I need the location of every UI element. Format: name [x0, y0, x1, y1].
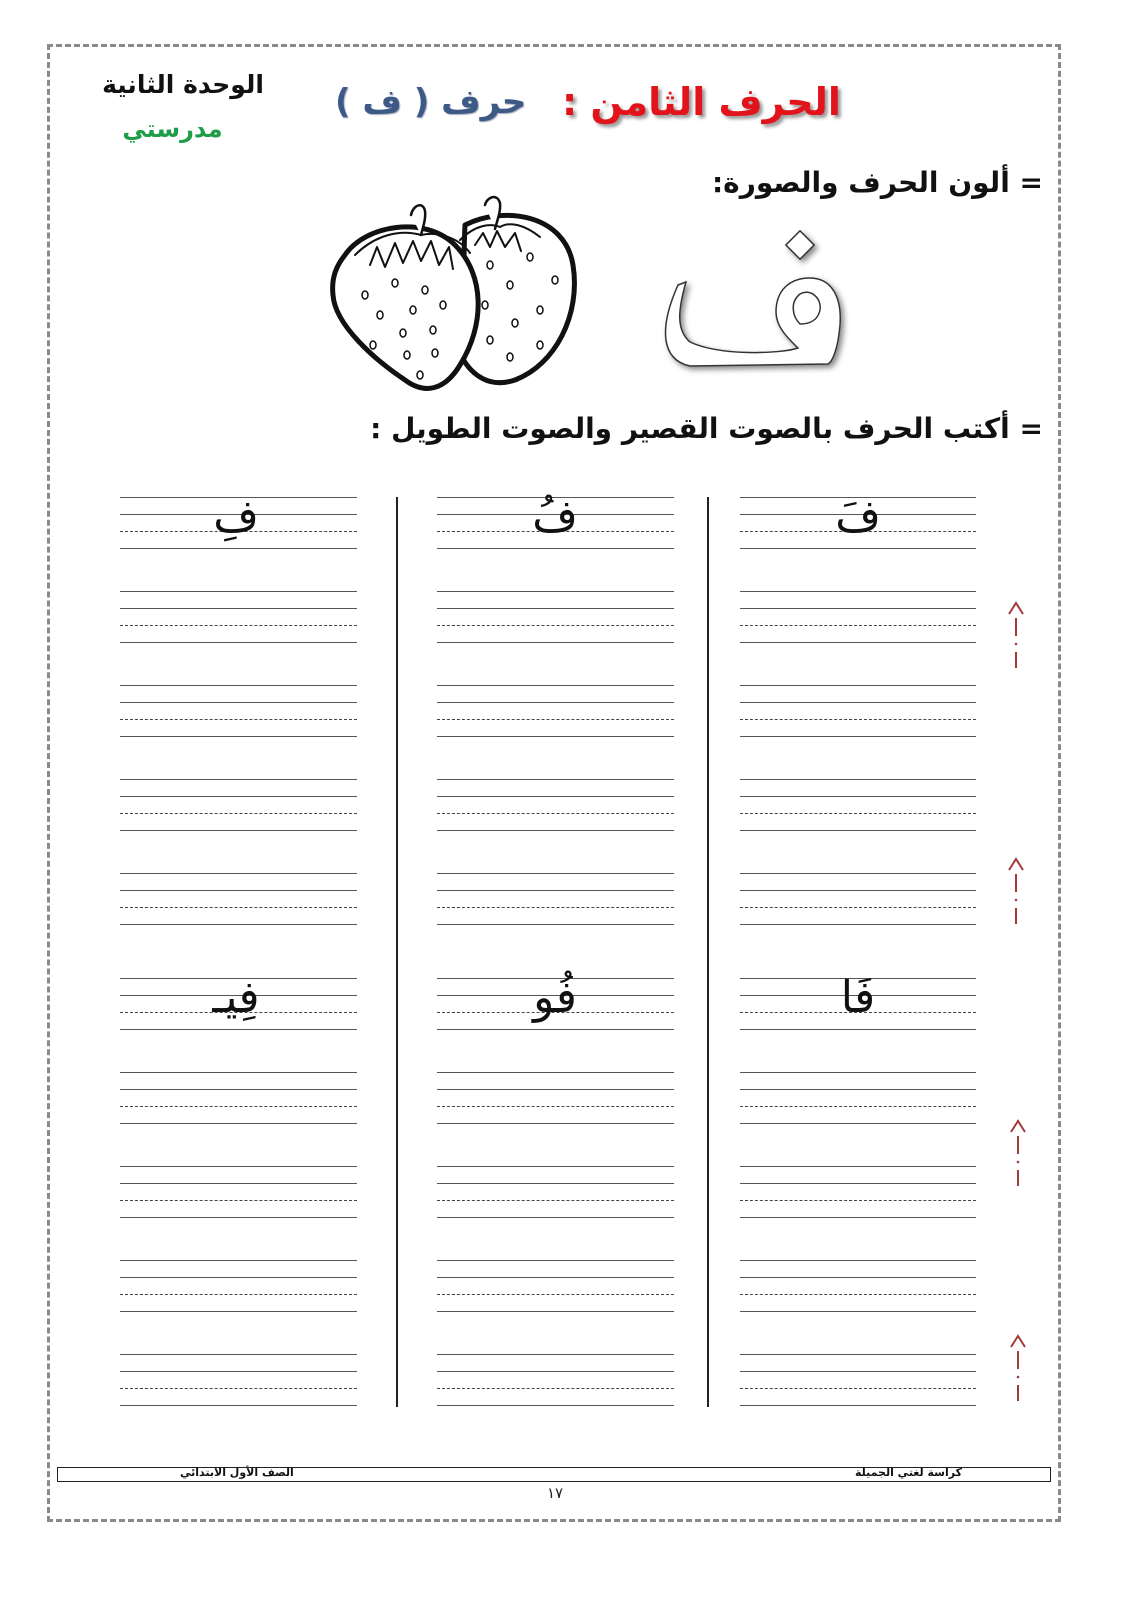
guide-line [437, 685, 674, 686]
column-divider [396, 497, 398, 1407]
letter-tag: حرف ( ف ) [335, 82, 527, 122]
model-letter-fu-waw: فُو [533, 972, 577, 1023]
guide-line [740, 796, 976, 797]
guide-line [740, 642, 976, 643]
model-letter-fa-alif: فَا [840, 972, 876, 1023]
guide-line-dashed [437, 1106, 674, 1107]
guide-line [120, 1029, 357, 1030]
page-number: ١٧ [546, 1484, 564, 1502]
guide-line [740, 779, 976, 780]
guide-line [437, 1123, 674, 1124]
column-divider [707, 497, 709, 1407]
direction-arrow-icon [1008, 1118, 1028, 1188]
model-letter-fatha: فَ [835, 491, 881, 542]
guide-line-dashed [120, 1200, 357, 1201]
guide-line [120, 1089, 357, 1090]
guide-line [740, 873, 976, 874]
guide-line [740, 1277, 976, 1278]
brand-logo-text: مدرستي [122, 115, 223, 143]
direction-arrow-icon [1006, 856, 1026, 926]
guide-line [120, 548, 357, 549]
guide-line [437, 1166, 674, 1167]
guide-line-dashed [740, 813, 976, 814]
guide-line [437, 1217, 674, 1218]
guide-line [120, 1277, 357, 1278]
guide-line [740, 548, 976, 549]
guide-line [740, 736, 976, 737]
guide-line [437, 1311, 674, 1312]
guide-line [120, 608, 357, 609]
guide-line [120, 1183, 357, 1184]
footer-book-title: كراسة لغتي الجميلة [855, 1466, 962, 1479]
guide-line-dashed [740, 625, 976, 626]
color-instruction: = ألون الحرف والصورة: [711, 166, 1043, 199]
guide-line [740, 1166, 976, 1167]
unit-title: الوحدة الثانية [102, 70, 264, 99]
guide-line-dashed [740, 1106, 976, 1107]
guide-line [740, 1123, 976, 1124]
guide-line [437, 736, 674, 737]
guide-line [437, 1029, 674, 1030]
guide-line [437, 1371, 674, 1372]
model-letter-fi-ya: فِيـ [212, 972, 260, 1023]
guide-line [120, 1354, 357, 1355]
guide-line-dashed [120, 1388, 357, 1389]
guide-line [120, 685, 357, 686]
guide-line [120, 1217, 357, 1218]
guide-line [437, 702, 674, 703]
guide-line [120, 736, 357, 737]
guide-line [120, 1405, 357, 1406]
guide-line-dashed [120, 907, 357, 908]
guide-line [740, 702, 976, 703]
strawberry-picture [325, 185, 585, 400]
direction-arrow-icon [1006, 600, 1026, 670]
guide-line [120, 924, 357, 925]
guide-line [437, 1405, 674, 1406]
guide-line [437, 1354, 674, 1355]
guide-line [437, 890, 674, 891]
guide-line [740, 1311, 976, 1312]
guide-line [740, 1405, 976, 1406]
guide-line-dashed [740, 1294, 976, 1295]
guide-line-dashed [437, 625, 674, 626]
guide-line [740, 924, 976, 925]
guide-line [120, 591, 357, 592]
guide-line [437, 1277, 674, 1278]
guide-line [740, 591, 976, 592]
footer-grade-label: الصف الأول الابتدائي [180, 1466, 294, 1479]
guide-line-dashed [437, 813, 674, 814]
model-letter-damma: فُ [532, 491, 578, 542]
guide-line [120, 1371, 357, 1372]
write-instruction: = أكتب الحرف بالصوت القصير والصوت الطويل : [370, 412, 1043, 445]
guide-line [120, 796, 357, 797]
guide-line-dashed [437, 907, 674, 908]
guide-line [437, 1183, 674, 1184]
guide-line-dashed [437, 1294, 674, 1295]
guide-line-dashed [120, 813, 357, 814]
guide-line [437, 779, 674, 780]
guide-line-dashed [120, 1294, 357, 1295]
guide-line [120, 642, 357, 643]
guide-line [740, 1089, 976, 1090]
lesson-title: الحرف الثامن : [562, 80, 841, 124]
guide-line [437, 1072, 674, 1073]
guide-line-dashed [740, 907, 976, 908]
guide-line [120, 890, 357, 891]
guide-line [120, 1311, 357, 1312]
guide-line [740, 1371, 976, 1372]
guide-line [740, 685, 976, 686]
guide-line [437, 1260, 674, 1261]
guide-line [120, 779, 357, 780]
guide-line [120, 1260, 357, 1261]
guide-line [120, 1072, 357, 1073]
guide-line-dashed [120, 719, 357, 720]
guide-line-dashed [437, 1200, 674, 1201]
guide-line [740, 1260, 976, 1261]
guide-line [740, 1029, 976, 1030]
guide-line [437, 796, 674, 797]
guide-line [437, 873, 674, 874]
guide-line [740, 1072, 976, 1073]
guide-line [740, 830, 976, 831]
guide-line [437, 608, 674, 609]
guide-line [437, 642, 674, 643]
guide-line [120, 702, 357, 703]
guide-line [740, 1183, 976, 1184]
guide-line-dashed [740, 1200, 976, 1201]
guide-line [740, 1354, 976, 1355]
guide-line [437, 924, 674, 925]
guide-line-dashed [740, 1388, 976, 1389]
guide-line [740, 890, 976, 891]
guide-line [437, 591, 674, 592]
guide-line-dashed [437, 719, 674, 720]
guide-line [740, 1217, 976, 1218]
guide-line [740, 608, 976, 609]
guide-line [120, 873, 357, 874]
model-letter-kasra: فِ [213, 491, 259, 542]
guide-line-dashed [437, 1388, 674, 1389]
guide-line-dashed [740, 719, 976, 720]
guide-line [437, 548, 674, 549]
outlined-letter-fa-icon [650, 190, 850, 380]
guide-line-dashed [120, 1106, 357, 1107]
guide-line-dashed [120, 625, 357, 626]
guide-line [437, 1089, 674, 1090]
guide-line [120, 1166, 357, 1167]
guide-line [120, 830, 357, 831]
guide-line [437, 830, 674, 831]
guide-line [120, 1123, 357, 1124]
direction-arrow-icon [1008, 1333, 1028, 1403]
